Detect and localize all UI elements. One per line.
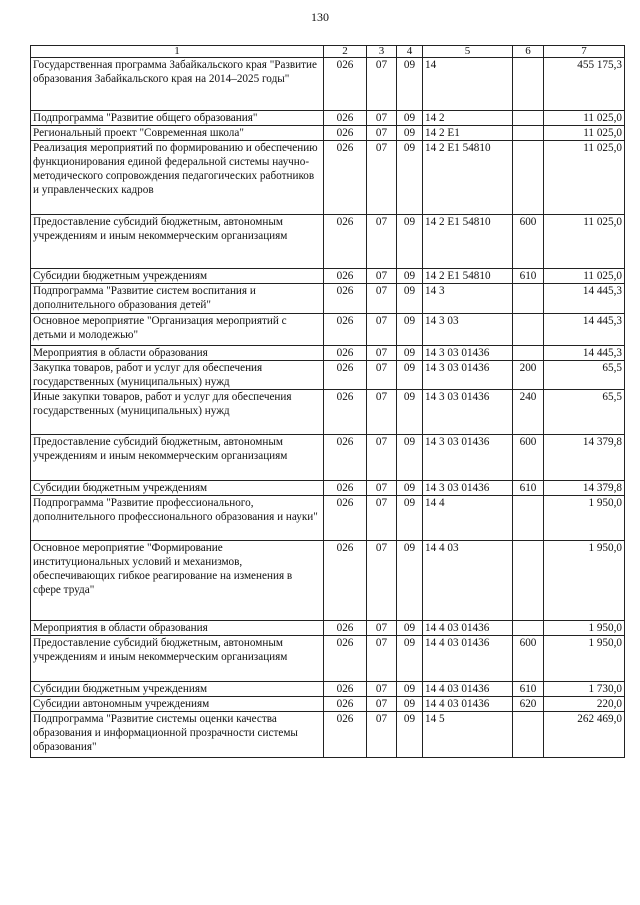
row-grbs-cell: 026 (324, 697, 367, 712)
table-row (31, 284, 625, 314)
row-subsection-cell: 09 (397, 284, 423, 314)
row-name-cell: Подпрограмма "Развитие системы оценки качества образования и информационной прозрачности системы образования" (31, 712, 324, 758)
row-amount-cell: 14 445,3 (544, 284, 625, 314)
row-subsection-cell: 09 (397, 712, 423, 758)
row-amount-cell: 14 445,3 (544, 314, 625, 346)
header-cell: 5 (423, 46, 513, 58)
row-section-cell: 07 (367, 541, 397, 621)
row-grbs-cell: 026 (324, 712, 367, 758)
row-expense-type-cell (513, 712, 544, 758)
header-cell: 2 (324, 46, 367, 58)
row-target-article-cell: 14 3 03 01436 (423, 361, 513, 390)
row-subsection-cell: 09 (397, 481, 423, 496)
table-row (31, 712, 625, 758)
header-cell: 7 (544, 46, 625, 58)
table-row (31, 435, 625, 481)
row-expense-type-cell: 600 (513, 636, 544, 682)
row-name-cell: Подпрограмма "Развитие профессионального, дополнительного профессионального образования и науки" (31, 496, 324, 541)
row-section-cell: 07 (367, 390, 397, 435)
row-expense-type-cell: 610 (513, 481, 544, 496)
row-target-article-cell: 14 2 E1 54810 (423, 141, 513, 215)
table-row (31, 697, 625, 712)
row-amount-cell: 262 469,0 (544, 712, 625, 758)
row-subsection-cell: 09 (397, 58, 423, 111)
row-amount-cell: 65,5 (544, 361, 625, 390)
row-amount-cell: 1 950,0 (544, 621, 625, 636)
row-target-article-cell: 14 4 03 01436 (423, 636, 513, 682)
row-target-article-cell: 14 3 03 (423, 314, 513, 346)
row-subsection-cell: 09 (397, 697, 423, 712)
row-amount-cell: 11 025,0 (544, 215, 625, 269)
row-grbs-cell: 026 (324, 111, 367, 126)
row-section-cell: 07 (367, 496, 397, 541)
row-amount-cell: 455 175,3 (544, 58, 625, 111)
row-name-cell: Субсидии бюджетным учреждениям (31, 269, 324, 284)
row-name-cell: Мероприятия в области образования (31, 621, 324, 636)
row-name-cell: Подпрограмма "Развитие общего образования" (31, 111, 324, 126)
row-grbs-cell: 026 (324, 481, 367, 496)
row-amount-cell: 11 025,0 (544, 111, 625, 126)
row-grbs-cell: 026 (324, 541, 367, 621)
row-grbs-cell: 026 (324, 682, 367, 697)
row-target-article-cell: 14 3 03 01436 (423, 435, 513, 481)
row-name-cell: Реализация мероприятий по формированию и обеспечению функционирования единой федеральной системы научно-методического сопровождения педагогических работников и управленческих кадров (31, 141, 324, 215)
row-grbs-cell: 026 (324, 390, 367, 435)
row-amount-cell: 65,5 (544, 390, 625, 435)
table-row (31, 390, 625, 435)
row-target-article-cell: 14 3 03 01436 (423, 346, 513, 361)
row-subsection-cell: 09 (397, 435, 423, 481)
row-name-cell: Основное мероприятие "Организация мероприятий с детьми и молодежью" (31, 314, 324, 346)
table-row (31, 314, 625, 346)
row-expense-type-cell (513, 111, 544, 126)
row-section-cell: 07 (367, 682, 397, 697)
row-expense-type-cell (513, 621, 544, 636)
row-amount-cell: 14 445,3 (544, 346, 625, 361)
row-name-cell: Субсидии бюджетным учреждениям (31, 682, 324, 697)
row-grbs-cell: 026 (324, 284, 367, 314)
row-grbs-cell: 026 (324, 435, 367, 481)
row-section-cell: 07 (367, 269, 397, 284)
row-section-cell: 07 (367, 435, 397, 481)
row-name-cell: Закупка товаров, работ и услуг для обеспечения государственных (муниципальных) нужд (31, 361, 324, 390)
row-subsection-cell: 09 (397, 126, 423, 141)
row-name-cell: Государственная программа Забайкальского края "Развитие образования Забайкальского края на 2014–2025 годы" (31, 58, 324, 111)
table-row (31, 636, 625, 682)
row-subsection-cell: 09 (397, 215, 423, 269)
row-name-cell: Иные закупки товаров, работ и услуг для обеспечения государственных (муниципальных) нужд (31, 390, 324, 435)
row-section-cell: 07 (367, 141, 397, 215)
row-name-cell: Предоставление субсидий бюджетным, автономным учреждениям и иным некоммерческим организациям (31, 435, 324, 481)
row-target-article-cell: 14 2 (423, 111, 513, 126)
row-target-article-cell: 14 2 E1 54810 (423, 215, 513, 269)
row-section-cell: 07 (367, 58, 397, 111)
row-expense-type-cell: 610 (513, 682, 544, 697)
row-amount-cell: 11 025,0 (544, 126, 625, 141)
row-subsection-cell: 09 (397, 346, 423, 361)
row-expense-type-cell (513, 314, 544, 346)
table-row (31, 215, 625, 269)
row-grbs-cell: 026 (324, 269, 367, 284)
row-expense-type-cell: 600 (513, 215, 544, 269)
row-amount-cell: 11 025,0 (544, 141, 625, 215)
row-section-cell: 07 (367, 636, 397, 682)
row-expense-type-cell: 600 (513, 435, 544, 481)
row-target-article-cell: 14 4 03 01436 (423, 621, 513, 636)
row-expense-type-cell (513, 496, 544, 541)
row-section-cell: 07 (367, 346, 397, 361)
row-target-article-cell: 14 5 (423, 712, 513, 758)
row-target-article-cell: 14 3 03 01436 (423, 390, 513, 435)
table-row (31, 141, 625, 215)
row-subsection-cell: 09 (397, 541, 423, 621)
row-grbs-cell: 026 (324, 215, 367, 269)
row-amount-cell: 1 950,0 (544, 541, 625, 621)
row-amount-cell: 1 950,0 (544, 496, 625, 541)
row-grbs-cell: 026 (324, 361, 367, 390)
table-row (31, 621, 625, 636)
row-section-cell: 07 (367, 481, 397, 496)
budget-table (30, 45, 625, 758)
page-number: 130 (311, 10, 329, 24)
row-subsection-cell: 09 (397, 314, 423, 346)
row-target-article-cell: 14 4 03 01436 (423, 682, 513, 697)
row-amount-cell: 1 950,0 (544, 636, 625, 682)
row-section-cell: 07 (367, 111, 397, 126)
row-target-article-cell: 14 3 (423, 284, 513, 314)
table-row (31, 346, 625, 361)
table-row (31, 481, 625, 496)
row-expense-type-cell (513, 541, 544, 621)
table-row (31, 361, 625, 390)
header-cell: 4 (397, 46, 423, 58)
header-cell: 1 (31, 46, 324, 58)
row-expense-type-cell: 200 (513, 361, 544, 390)
row-subsection-cell: 09 (397, 111, 423, 126)
row-subsection-cell: 09 (397, 682, 423, 697)
row-subsection-cell: 09 (397, 496, 423, 541)
row-target-article-cell: 14 4 (423, 496, 513, 541)
row-grbs-cell: 026 (324, 636, 367, 682)
table-row (31, 58, 625, 111)
row-expense-type-cell: 240 (513, 390, 544, 435)
row-subsection-cell: 09 (397, 621, 423, 636)
row-amount-cell: 14 379,8 (544, 481, 625, 496)
row-target-article-cell: 14 4 03 (423, 541, 513, 621)
table-row (31, 111, 625, 126)
row-section-cell: 07 (367, 126, 397, 141)
row-target-article-cell: 14 2 E1 54810 (423, 269, 513, 284)
row-grbs-cell: 026 (324, 346, 367, 361)
header-cell: 6 (513, 46, 544, 58)
row-name-cell: Субсидии автономным учреждениям (31, 697, 324, 712)
table-row (31, 541, 625, 621)
row-expense-type-cell (513, 346, 544, 361)
row-section-cell: 07 (367, 621, 397, 636)
row-subsection-cell: 09 (397, 141, 423, 215)
row-expense-type-cell: 620 (513, 697, 544, 712)
row-amount-cell: 11 025,0 (544, 269, 625, 284)
row-expense-type-cell (513, 284, 544, 314)
row-expense-type-cell (513, 126, 544, 141)
table-row (31, 682, 625, 697)
row-section-cell: 07 (367, 712, 397, 758)
row-grbs-cell: 026 (324, 58, 367, 111)
row-expense-type-cell (513, 58, 544, 111)
row-section-cell: 07 (367, 215, 397, 269)
row-subsection-cell: 09 (397, 636, 423, 682)
row-name-cell: Мероприятия в области образования (31, 346, 324, 361)
row-name-cell: Основное мероприятие "Формирование институциональных условий и механизмов, обеспечивающих гибкое реагирование на изменения в сфере труда" (31, 541, 324, 621)
row-target-article-cell: 14 2 E1 (423, 126, 513, 141)
table-row (31, 126, 625, 141)
row-subsection-cell: 09 (397, 269, 423, 284)
row-section-cell: 07 (367, 697, 397, 712)
row-target-article-cell: 14 3 03 01436 (423, 481, 513, 496)
table-row (31, 269, 625, 284)
row-target-article-cell: 14 (423, 58, 513, 111)
row-section-cell: 07 (367, 361, 397, 390)
row-name-cell: Субсидии бюджетным учреждениям (31, 481, 324, 496)
row-amount-cell: 14 379,8 (544, 435, 625, 481)
row-section-cell: 07 (367, 284, 397, 314)
row-section-cell: 07 (367, 314, 397, 346)
row-amount-cell: 220,0 (544, 697, 625, 712)
row-grbs-cell: 026 (324, 141, 367, 215)
row-name-cell: Предоставление субсидий бюджетным, автономным учреждениям и иным некоммерческим организациям (31, 636, 324, 682)
row-name-cell: Региональный проект "Современная школа" (31, 126, 324, 141)
row-name-cell: Предоставление субсидий бюджетным, автономным учреждениям и иным некоммерческим организациям (31, 215, 324, 269)
header-cell: 3 (367, 46, 397, 58)
row-amount-cell: 1 730,0 (544, 682, 625, 697)
table-row (31, 496, 625, 541)
row-target-article-cell: 14 4 03 01436 (423, 697, 513, 712)
row-subsection-cell: 09 (397, 361, 423, 390)
row-grbs-cell: 026 (324, 496, 367, 541)
header-row (31, 46, 625, 58)
row-name-cell: Подпрограмма "Развитие систем воспитания и дополнительного образования детей" (31, 284, 324, 314)
row-grbs-cell: 026 (324, 621, 367, 636)
row-expense-type-cell (513, 141, 544, 215)
row-grbs-cell: 026 (324, 314, 367, 346)
row-subsection-cell: 09 (397, 390, 423, 435)
row-expense-type-cell: 610 (513, 269, 544, 284)
row-grbs-cell: 026 (324, 126, 367, 141)
